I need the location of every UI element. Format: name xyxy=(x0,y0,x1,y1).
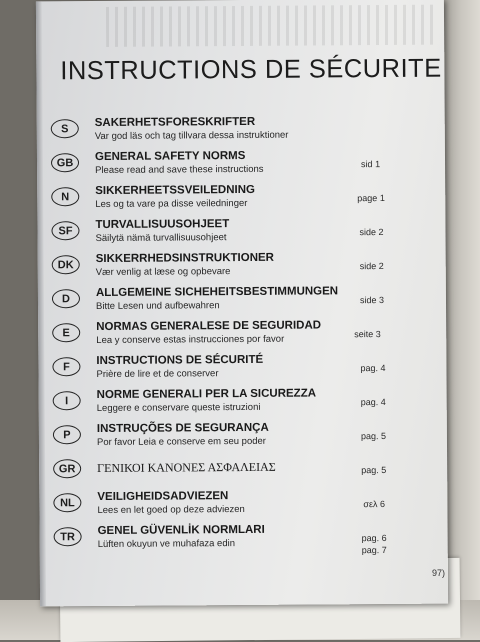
entry-heading: ΓΕΝΙΚΟΙ ΚΑΝΟΝΕΣ ΑΣΦΑΛΕΙΑΣ xyxy=(97,459,276,476)
entry-subtitle: Lees en let goed op deze adviezen xyxy=(97,503,245,517)
page-reference: sid 1 xyxy=(361,159,381,170)
language-code-badge: S xyxy=(51,119,79,138)
document-page xyxy=(36,0,448,606)
page-reference: pag. 6 xyxy=(361,532,387,544)
entry-subtitle: Lüften okuyun ve muhafaza edin xyxy=(97,538,236,551)
page-binding-edge xyxy=(36,1,46,606)
toc-entry-e xyxy=(52,319,442,354)
page-reference: pag. 5 xyxy=(360,430,387,442)
page-reference: pag. 5 xyxy=(361,464,387,476)
language-code-badge: GB xyxy=(51,153,79,172)
page-reference: page 1 xyxy=(357,193,385,204)
entry-subtitle: Leggere e conservare queste istruzioni xyxy=(96,401,261,415)
entry-subtitle: Säilytä nämä turvallisuusohjeet xyxy=(95,232,227,245)
entry-heading: INSTRUCTIONS DE SÉCURITÉ xyxy=(96,353,264,368)
entry-heading: NORME GENERALI PER LA SICUREZZA xyxy=(96,387,317,402)
language-code-badge: N xyxy=(51,187,79,206)
page-reference: side 2 xyxy=(359,261,384,272)
entry-heading: TURVALLISUUSOHJEET xyxy=(95,218,230,232)
entry-heading: GENEL GÜVENLİK NORMLARI xyxy=(97,523,265,538)
page-reference: σελ 6 xyxy=(363,499,386,510)
entry-heading: GENERAL SAFETY NORMS xyxy=(94,149,246,164)
toc-entry-gb xyxy=(51,149,441,184)
language-code-badge: P xyxy=(53,425,81,444)
entry-subtitle: Les og ta vare pa disse veiledninger xyxy=(95,197,248,211)
language-code-badge: I xyxy=(53,391,81,410)
page-reference: pag. 4 xyxy=(360,362,386,374)
footer-code: 97) xyxy=(432,568,446,578)
entry-subtitle: Prière de lire et de conserver xyxy=(96,368,219,381)
entry-heading: SIKKERHEETSSVEILEDNING xyxy=(95,183,256,198)
entry-heading: NORMAS GENERALESE DE SEGURIDAD xyxy=(96,319,322,334)
page-reference: side 3 xyxy=(359,295,385,306)
entry-subtitle: Lea y conserve estas instrucciones por favor xyxy=(96,333,285,347)
page-reference: side 2 xyxy=(359,227,384,238)
language-code-badge: DK xyxy=(52,255,80,274)
page-reference: pag. 7 xyxy=(361,544,387,556)
language-code-badge: E xyxy=(52,323,80,342)
language-code-badge: F xyxy=(52,357,80,376)
page-reference: seite 3 xyxy=(354,329,381,340)
entry-subtitle: Var god läs och tag tillvara dessa instruktioner xyxy=(94,129,289,143)
toc-entry-s xyxy=(51,115,441,150)
entry-heading: SAKERHETSFORESKRIFTER xyxy=(94,115,256,130)
page-reference: pag. 4 xyxy=(360,396,386,408)
language-code-badge: D xyxy=(52,289,80,308)
show-through-text xyxy=(106,5,436,47)
language-code-badge: TR xyxy=(54,527,82,546)
entry-subtitle: Por favor Leia e conserve em seu poder xyxy=(96,435,266,449)
entry-subtitle: Please read and save these instructions xyxy=(95,163,264,177)
entry-subtitle: Bitte Lesen und aufbewahren xyxy=(95,300,220,313)
entry-heading: SIKKERRHEDSINSTRUKTIONER xyxy=(95,251,274,266)
entry-heading: VEILIGHEIDSADVIEZEN xyxy=(97,490,229,504)
entry-heading: INSTRUÇÕES DE SEGURANÇA xyxy=(96,421,269,436)
page-title: INSTRUCTIONS DE SÉCURITE xyxy=(60,52,442,86)
language-code-badge: NL xyxy=(53,493,81,512)
language-code-badge: GR xyxy=(53,459,81,478)
entry-heading: ALLGEMEINE SICHEHEITSBESTIMMUNGEN xyxy=(95,285,339,300)
language-code-badge: SF xyxy=(51,221,79,240)
entry-subtitle: Vær venlig at læse og opbevare xyxy=(95,266,231,279)
